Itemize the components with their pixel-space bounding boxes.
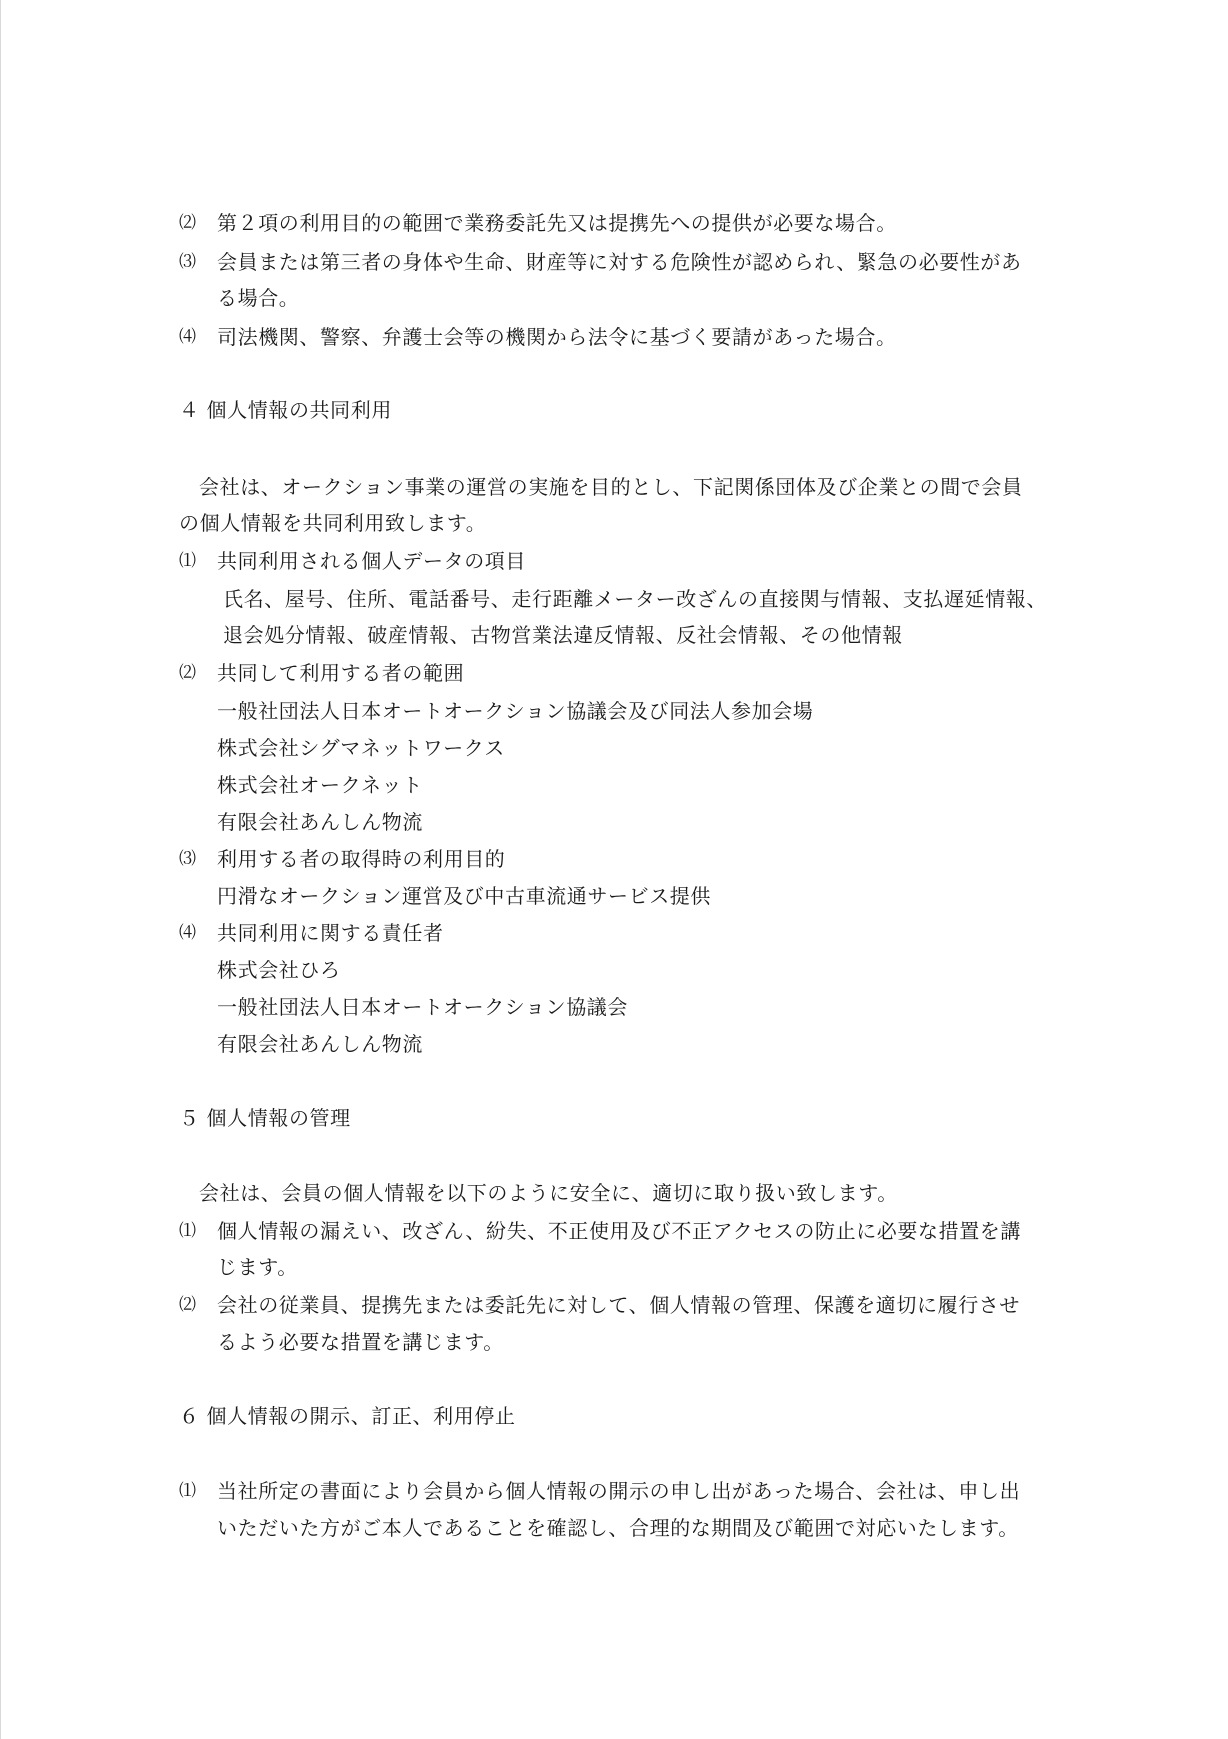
paragraph-text: 会社は、会員の個人情報を以下のように安全に、適切に取り扱い致します。 bbox=[199, 1181, 898, 1205]
list-item-title: 共同利用される個人データの項目 bbox=[217, 549, 526, 573]
list-number: ⑶ bbox=[179, 849, 196, 869]
list-number: ⑴ bbox=[179, 1481, 196, 1501]
list-item-text: 有限会社あんしん物流 bbox=[217, 1032, 423, 1056]
list-item-text: いただいた方がご本人であることを確認し、合理的な期間及び範囲で対応いたします。 bbox=[217, 1516, 1019, 1540]
list-item-text: 一般社団法人日本オートオークション協議会 bbox=[217, 995, 628, 1019]
list-item-title: 共同利用に関する責任者 bbox=[217, 921, 444, 945]
list-item-text: るよう必要な措置を講じます。 bbox=[217, 1330, 504, 1354]
list-number: ⑴ bbox=[179, 1221, 196, 1241]
list-item-title: 共同して利用する者の範囲 bbox=[217, 661, 465, 685]
list-item-text: 個人情報の漏えい、改ざん、紛失、不正使用及び不正アクセスの防止に必要な措置を講 bbox=[217, 1219, 1021, 1243]
list-item-title: 利用する者の取得時の利用目的 bbox=[217, 847, 506, 871]
list-item-text: 一般社団法人日本オートオークション協議会及び同法人参加会場 bbox=[217, 699, 814, 723]
list-item-text: 円滑なオークション運営及び中古車流通サービス提供 bbox=[217, 884, 711, 908]
paragraph-text: の個人情報を共同利用致します。 bbox=[179, 511, 487, 535]
list-item-text: 会社の従業員、提携先または委託先に対して、個人情報の管理、保護を適切に履行させ bbox=[217, 1293, 1020, 1317]
list-item-text: 株式会社ひろ bbox=[217, 958, 341, 982]
list-number: ⑷ bbox=[179, 327, 196, 347]
list-item-text: 株式会社シグマネットワークス bbox=[217, 736, 505, 760]
list-item-text: 有限会社あんしん物流 bbox=[217, 810, 423, 834]
list-item-text: じます。 bbox=[217, 1255, 298, 1279]
list-item-text: 当社所定の書面により会員から個人情報の開示の申し出があった場合、会社は、申し出 bbox=[217, 1479, 1021, 1503]
list-number: ⑷ bbox=[179, 923, 196, 943]
list-item-text: 株式会社オークネット bbox=[217, 773, 423, 797]
section-heading: ５ 個人情報の管理 bbox=[179, 1106, 351, 1130]
list-number: ⑵ bbox=[179, 1295, 196, 1315]
list-item-text: 第２項の利用目的の範囲で業務委託先又は提携先への提供が必要な場合。 bbox=[217, 211, 897, 235]
list-number: ⑵ bbox=[179, 663, 196, 683]
list-item-text: 氏名、屋号、住所、電話番号、走行距離メーター改ざんの直接関与情報、支払遅延情報、 bbox=[223, 587, 1047, 611]
list-item-text: 退会処分情報、破産情報、古物営業法違反情報、反社会情報、その他情報 bbox=[223, 623, 903, 647]
list-number: ⑴ bbox=[179, 551, 196, 571]
list-item-text: る場合。 bbox=[217, 286, 300, 310]
section-heading: ４ 個人情報の共同利用 bbox=[179, 398, 392, 422]
list-number: ⑵ bbox=[179, 213, 196, 233]
section-heading: ６ 個人情報の開示、訂正、利用停止 bbox=[179, 1404, 516, 1428]
list-number: ⑶ bbox=[179, 252, 196, 272]
list-item-text: 会員または第三者の身体や生命、財産等に対する危険性が認められ、緊急の必要性があ bbox=[217, 250, 1022, 274]
list-item-text: 司法機関、警察、弁護士会等の機関から法令に基づく要請があった場合。 bbox=[217, 325, 897, 349]
paragraph-text: 会社は、オークション事業の運営の実施を目的とし、下記関係団体及び企業との間で会員 bbox=[199, 475, 1023, 499]
